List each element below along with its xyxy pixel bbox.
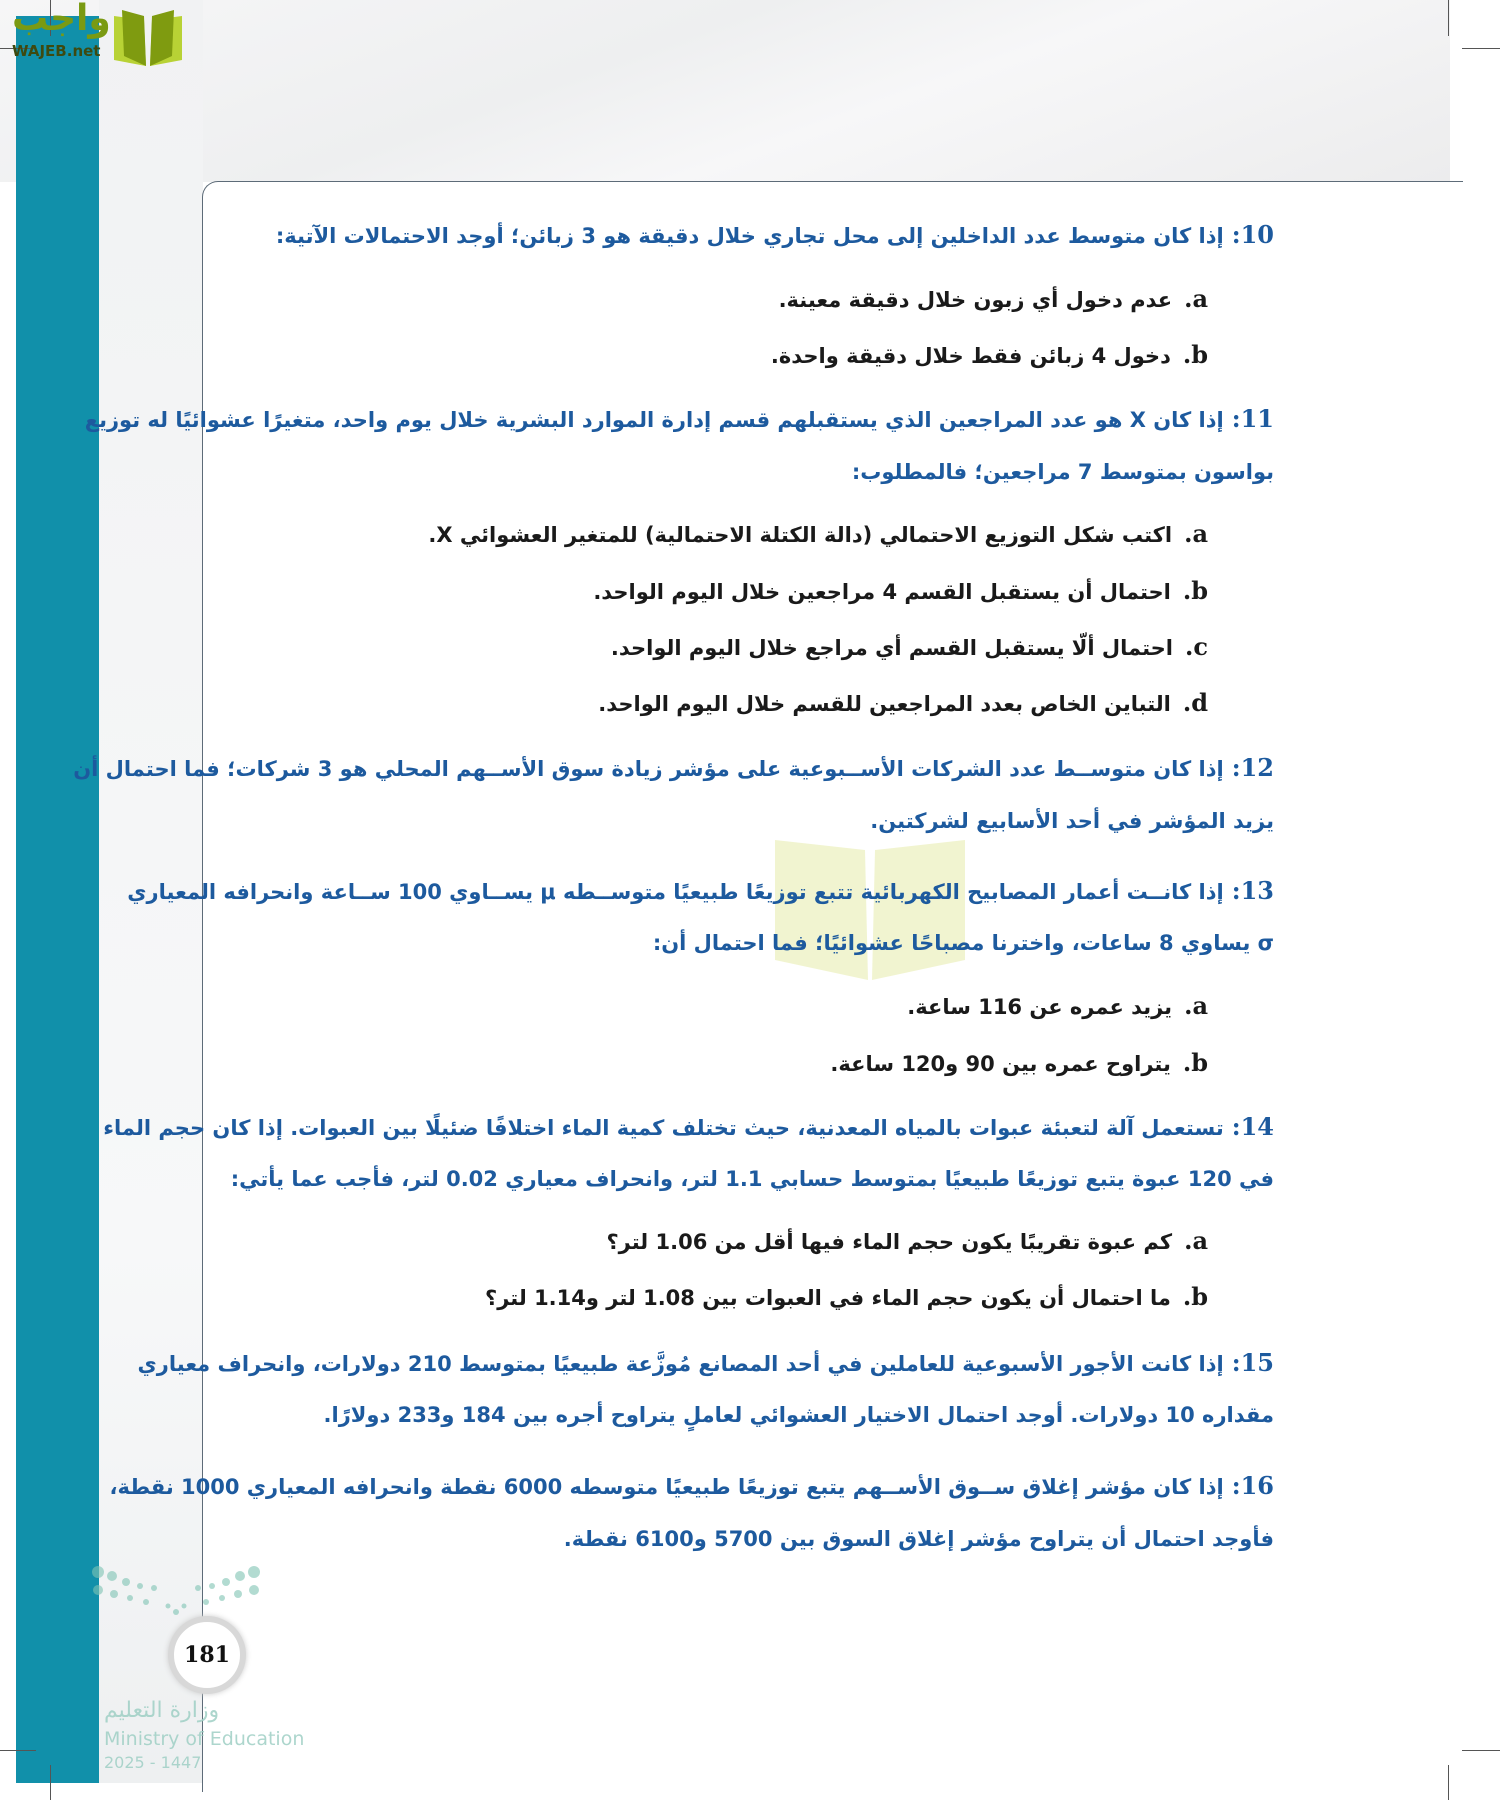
part-label: b. — [1182, 576, 1208, 605]
question-text: إذا كانت الأجور الأسبوعية للعاملين في أحد المصانع مُوزَّعة طبيعيًا بمتوسط 210 دولارات، وانحراف معياري — [137, 1352, 1224, 1376]
question-text: تستعمل آلة لتعبئة عبوات بالمياه المعدنية، حيث تختلف كمية الماء اختلافًا ضئيلًا بين العبوات. إذا كان حجم الماء — [103, 1116, 1224, 1140]
part-text: كم عبوة تقريبًا يكون حجم الماء فيها أقل من 1.06 لتر؟ — [606, 1230, 1173, 1254]
logo-latin-text: WAJEB.net — [12, 42, 101, 60]
question-11-part-a — [428, 519, 1208, 550]
ministry-years: 2025 - 1447 — [104, 1753, 202, 1772]
question-number: 14: — [1231, 1112, 1274, 1141]
part-text: التباين الخاص بعدد المراجعين للقسم خلال اليوم الواحد. — [598, 692, 1171, 716]
question-text: بواسون بمتوسط 7 مراجعين؛ فالمطلوب: — [851, 460, 1274, 484]
question-text: إذا كان متوسط عدد الداخلين إلى محل تجاري خلال دقيقة هو 3 زبائن؛ أوجد الاحتمالات الآتية: — [275, 224, 1224, 248]
part-text: يتراوح عمره بين 90 و120 ساعة. — [830, 1052, 1171, 1076]
part-text: دخول 4 زبائن فقط خلال دقيقة واحدة. — [770, 344, 1171, 368]
question-14-part-a — [606, 1226, 1208, 1257]
question-number: 16: — [1231, 1471, 1274, 1500]
teal-side-strip — [16, 16, 99, 1783]
question-text: إذا كان متوســط عدد الشركات الأســبوعية على مؤشر زيادة سوق الأســهم المحلي هو 3 شركات؛ فما احتمال أن — [73, 757, 1224, 781]
question-16-line-2 — [564, 1524, 1274, 1554]
question-text: مقداره 10 دولارات. أوجد احتمال الاختيار العشوائي لعاملٍ يتراوح أجره بين 184 و233 دولارًا. — [323, 1403, 1274, 1427]
part-text: عدم دخول أي زبون خلال دقيقة معينة. — [778, 288, 1173, 312]
question-15-line-1 — [137, 1348, 1274, 1379]
part-label: a. — [1184, 284, 1208, 313]
part-text: يزيد عمره عن 116 ساعة. — [907, 995, 1173, 1019]
question-13-line-2 — [653, 928, 1274, 958]
question-12-line-1 — [73, 753, 1274, 784]
crop-mark — [1448, 1765, 1449, 1800]
question-text: σ يساوي 8 ساعات، واخترنا مصباحًا عشوائيًا؛ فما احتمال أن: — [652, 931, 1274, 955]
question-11-part-d — [598, 688, 1208, 719]
question-13-part-a — [907, 991, 1208, 1022]
question-15-line-2 — [324, 1400, 1274, 1430]
part-text: احتمال أن يستقبل القسم 4 مراجعين خلال اليوم الواحد. — [593, 580, 1171, 604]
part-label: a. — [1184, 519, 1208, 548]
crop-mark — [1448, 0, 1449, 36]
part-label: d. — [1182, 688, 1208, 717]
question-number: 15: — [1231, 1348, 1274, 1377]
ministry-arabic-name: وزارة التعليم — [104, 1698, 220, 1723]
part-label: a. — [1184, 1226, 1208, 1255]
part-text: احتمال ألّا يستقبل القسم أي مراجع خلال اليوم الواحد. — [610, 636, 1174, 660]
question-text: فأوجد احتمال أن يتراوح مؤشر إغلاق السوق بين 5700 و6100 نقطة. — [563, 1527, 1274, 1551]
question-12-line-2 — [870, 806, 1274, 836]
question-14-line-2 — [231, 1164, 1274, 1194]
question-10-part-a — [779, 284, 1208, 315]
question-14-part-b — [485, 1282, 1208, 1313]
part-label: b. — [1182, 340, 1208, 369]
crop-mark — [1462, 48, 1500, 49]
question-11-part-c — [611, 632, 1208, 663]
question-text: في 120 عبوة يتبع توزيعًا طبيعيًا بمتوسط حسابي 1.1 لتر، وانحراف معياري 0.02 لتر، فأجب عما يأتي: — [230, 1167, 1274, 1191]
question-text: يزيد المؤشر في أحد الأسابيع لشركتين. — [870, 809, 1274, 833]
ministry-dots-logo — [84, 1562, 269, 1622]
part-text: اكتب شكل التوزيع الاحتمالي (دالة الكتلة الاحتمالية) للمتغير العشوائي X. — [428, 523, 1173, 547]
part-label: b. — [1182, 1282, 1208, 1311]
question-10 — [276, 220, 1274, 251]
question-number: 10: — [1231, 220, 1274, 249]
part-label: b. — [1182, 1048, 1208, 1077]
question-14-line-1 — [103, 1112, 1274, 1143]
wajeb-logo — [10, 0, 190, 66]
question-11-line-2 — [852, 457, 1274, 487]
question-number: 13: — [1231, 876, 1274, 905]
part-label: c. — [1185, 632, 1208, 661]
question-number: 11: — [1231, 404, 1274, 433]
ministry-english-name: Ministry of Education — [104, 1728, 305, 1750]
question-11-part-b — [593, 576, 1208, 607]
question-13-part-b — [830, 1048, 1208, 1079]
crop-mark — [1462, 1750, 1500, 1751]
book-icon — [106, 6, 190, 66]
logo-arabic-text: واجب — [12, 0, 111, 39]
page-number: 181 — [168, 1616, 246, 1694]
question-16-line-1 — [109, 1471, 1274, 1502]
page-header-background — [0, 0, 1450, 182]
crop-mark — [0, 1750, 36, 1751]
question-13-line-1 — [127, 876, 1274, 907]
question-number: 12: — [1231, 753, 1274, 782]
question-text: إذا كان مؤشر إغلاق ســوق الأســهم يتبع توزيعًا طبيعيًا متوسطه 6000 نقطة وانحرافه المعياري 1000 نقطة، — [109, 1475, 1224, 1499]
question-text: إذا كانــت أعمار المصابيح الكهربائية تتبع توزيعًا طبيعيًا متوســطه μ يســاوي 100 ســاعة وانحرافه المعياري — [127, 880, 1224, 904]
part-label: a. — [1184, 991, 1208, 1020]
part-text: ما احتمال أن يكون حجم الماء في العبوات بين 1.08 لتر و1.14 لتر؟ — [485, 1286, 1171, 1310]
crop-mark — [50, 1765, 51, 1800]
question-text: إذا كان X هو عدد المراجعين الذي يستقبلهم قسم إدارة الموارد البشرية خلال يوم واحد، متغيرًا عشوائيًا له توزيع — [84, 408, 1224, 432]
question-10-part-b — [771, 340, 1208, 371]
question-11-line-1 — [84, 404, 1274, 435]
